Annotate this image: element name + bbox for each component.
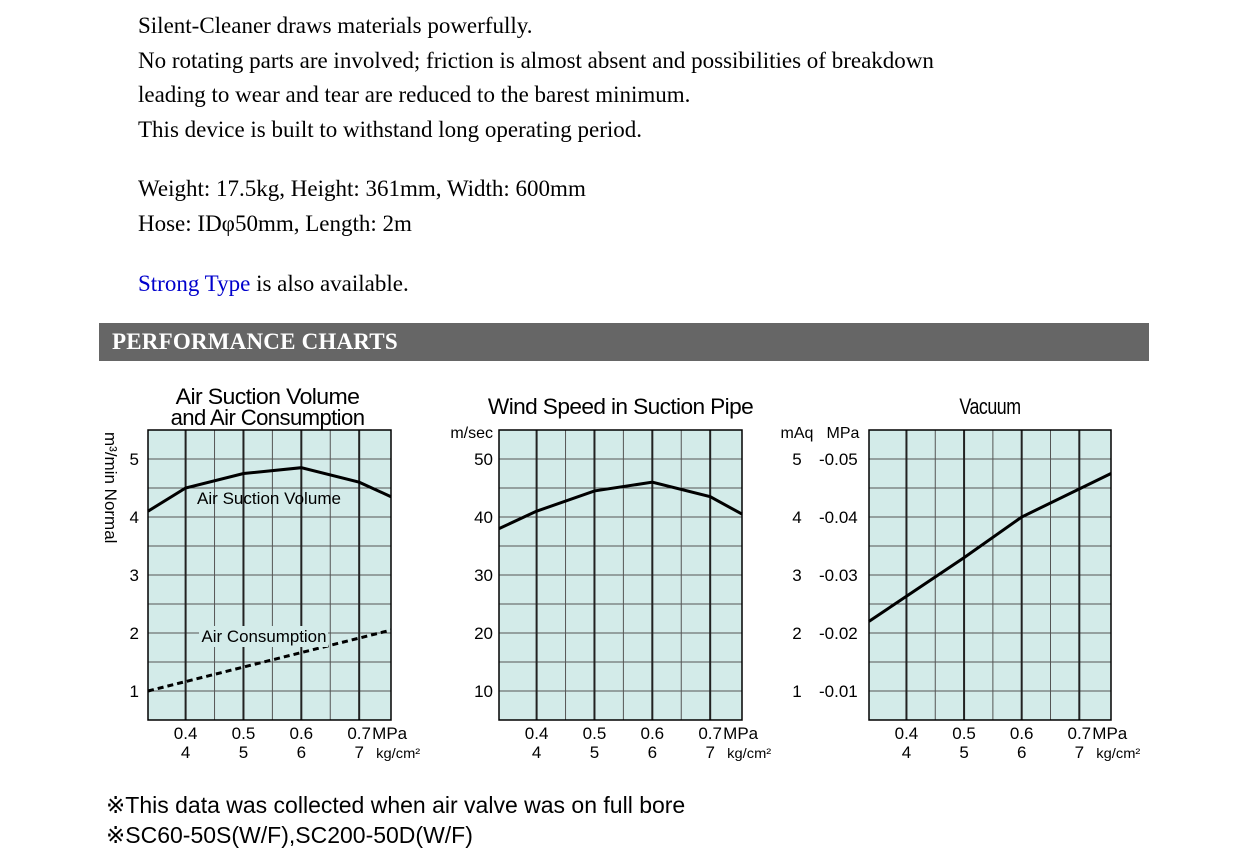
chart-title: and Air Consumption: [170, 405, 365, 430]
y-tick-label-mpa: -0.02: [819, 624, 858, 643]
x-tick-label-mpa: 0.6: [640, 724, 665, 743]
x-unit-kgcm2: kg/cm²: [727, 745, 772, 761]
x-tick-label-kgcm2: 6: [1016, 743, 1027, 762]
performance-charts-header: [99, 323, 1149, 361]
y-axis-label: m³/min Normal: [101, 432, 120, 544]
intro-paragraph: [138, 9, 934, 147]
x-tick-label-kgcm2: 5: [589, 743, 600, 762]
chart-title: Wind Speed in Suction Pipe: [487, 394, 754, 419]
x-tick-label-mpa: 0.7: [698, 724, 722, 743]
strong-type-paragraph: [138, 267, 409, 302]
y-tick-label: 20: [474, 624, 493, 643]
x-tick-label-kgcm2: 5: [238, 743, 249, 762]
y-tick-label: 30: [474, 566, 493, 585]
x-tick-label-mpa: 0.7: [347, 724, 371, 743]
x-tick-label-mpa: 0.4: [524, 724, 549, 743]
x-unit-mpa: MPa: [372, 724, 408, 743]
y-tick-label: 5: [129, 450, 139, 469]
y-tick-label: 10: [474, 682, 493, 701]
section-title: PERFORMANCE CHARTS: [112, 329, 398, 354]
x-tick-label-kgcm2: 7: [354, 743, 364, 762]
x-tick-label-kgcm2: 6: [296, 743, 307, 762]
y-tick-label-mpa: -0.04: [819, 508, 858, 527]
spec-line: Weight: 17.5kg, Height: 361mm, Width: 600mm: [138, 176, 586, 201]
x-tick-label-kgcm2: 6: [647, 743, 658, 762]
x-tick-label-kgcm2: 4: [901, 743, 912, 762]
y-unit-label: m/sec: [450, 425, 493, 442]
note-line: ※This data was collected when air valve was on full bore: [106, 792, 686, 818]
y-tick-label: 50: [474, 450, 493, 469]
x-unit-mpa: MPa: [723, 724, 759, 743]
x-tick-label-mpa: 0.5: [231, 724, 256, 743]
y-tick-label-mpa: -0.03: [819, 566, 858, 585]
x-tick-label-mpa: 0.4: [173, 724, 198, 743]
strong-type-suffix: is also available.: [250, 271, 409, 296]
y-tick-label-mpa: -0.01: [819, 682, 858, 701]
y-tick-label: 40: [474, 508, 493, 527]
x-tick-label-kgcm2: 5: [959, 743, 969, 762]
y-unit-label: mAq: [780, 425, 814, 442]
notes: [106, 790, 685, 850]
x-tick-label-kgcm2: 4: [180, 743, 191, 762]
y-tick-label: 2: [129, 624, 139, 643]
series-label: Air Suction Volume: [197, 489, 341, 508]
x-tick-label-mpa: 0.4: [894, 724, 919, 743]
x-unit-kgcm2: kg/cm²: [1096, 745, 1141, 761]
y-tick-label: 4: [129, 508, 139, 527]
x-unit-kgcm2: kg/cm²: [376, 745, 421, 761]
chart-title: Air Suction Volume: [175, 384, 360, 409]
chart-title: Vacuum: [959, 394, 1021, 419]
y-tick-label: 4: [792, 508, 802, 527]
x-tick-label-mpa: 0.5: [952, 724, 976, 743]
y-tick-label: 3: [792, 566, 802, 585]
y-unit-label-mpa: MPa: [826, 425, 860, 442]
y-tick-label-mpa: -0.05: [819, 450, 858, 469]
spec-line: Hose: IDφ50mm, Length: 2m: [138, 210, 412, 236]
strong-type-link[interactable]: Strong Type: [138, 271, 251, 296]
x-tick-label-kgcm2: 4: [531, 743, 542, 762]
x-tick-label-mpa: 0.6: [289, 724, 314, 743]
intro-line: leading to wear and tear are reduced to the barest minimum.: [138, 82, 691, 107]
performance-charts-figure: [99, 373, 1149, 773]
intro-line: This device is built to withstand long operating period.: [138, 116, 643, 142]
strong-type-line: [138, 267, 409, 302]
x-tick-label-mpa: 0.5: [582, 724, 607, 743]
x-unit-mpa: MPa: [1092, 724, 1128, 743]
y-tick-label: 5: [792, 450, 802, 469]
specs-paragraph: [138, 172, 586, 241]
x-tick-label-kgcm2: 7: [705, 743, 715, 762]
x-tick-label-kgcm2: 7: [1074, 743, 1085, 762]
note-line: ※SC60-50S(W/F),SC200-50D(W/F): [106, 822, 473, 848]
y-tick-label: 1: [129, 682, 139, 701]
x-tick-label-mpa: 0.6: [1009, 724, 1034, 743]
series-label: Air Consumption: [201, 627, 327, 646]
y-tick-label: 1: [792, 682, 802, 701]
y-tick-label: 3: [129, 566, 139, 585]
intro-line: Silent-Cleaner draws materials powerfully.: [138, 13, 533, 38]
intro-line: No rotating parts are involved; friction is almost absent and possibilities of breakdown: [138, 47, 934, 73]
y-tick-label: 2: [792, 624, 802, 643]
x-tick-label-mpa: 0.7: [1067, 724, 1092, 743]
